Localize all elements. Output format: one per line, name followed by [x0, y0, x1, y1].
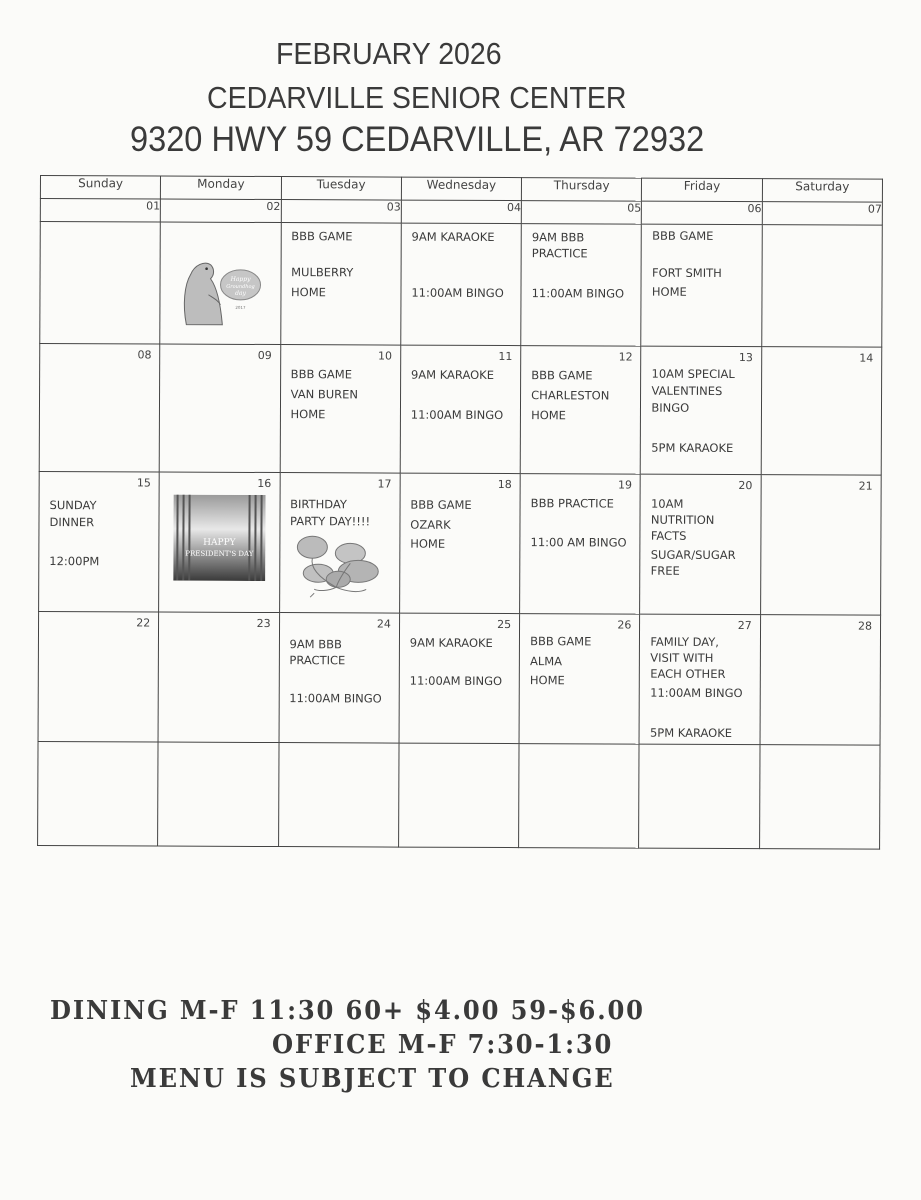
day-cell-01	[40, 222, 161, 345]
groundhog-day-clipart	[179, 255, 265, 330]
event-line: 9AM BBB	[531, 230, 585, 245]
event-line: VALENTINES	[651, 383, 723, 398]
day-cell-07	[761, 225, 882, 348]
event-line: BINGO	[651, 400, 690, 415]
event-line: PARTY DAY!!!!	[290, 514, 371, 529]
event-line: FAMILY DAY,	[650, 634, 720, 649]
day-cell-24	[279, 613, 400, 744]
center-address: 9320 HWY 59 CEDARVILLE, AR 72932	[130, 120, 705, 159]
event-line: 11:00AM BINGO	[410, 407, 504, 423]
day-cell-11	[400, 345, 521, 474]
day-cell-04	[401, 223, 522, 346]
weekday-monday: Monday	[161, 176, 281, 200]
event-line: BBB GAME	[652, 228, 714, 243]
event-line: 11:00 AM BINGO	[530, 535, 627, 550]
dining-info: DINING M-F 11:30 60+ $4.00 59-$6.00	[50, 996, 645, 1026]
empty-day-cell	[158, 742, 279, 847]
event-line: 11:00AM BINGO	[289, 691, 382, 706]
date-number: 09	[257, 348, 272, 363]
day-cell-13	[641, 346, 762, 475]
event-line: FORT SMITH	[651, 265, 722, 280]
calendar-grid	[37, 175, 883, 850]
week-1	[40, 222, 883, 348]
date-number: 15	[136, 476, 151, 490]
day-cell-26	[519, 614, 640, 745]
event-line: PRACTICE	[531, 246, 588, 261]
event-line: HOME	[291, 285, 326, 300]
office-hours: OFFICE M-F 7:30-1:30	[272, 1030, 614, 1060]
day-cell-10	[280, 345, 401, 474]
event-line: 9AM BBB	[289, 637, 342, 652]
date-number: 22	[136, 616, 151, 630]
date-number: 17	[377, 477, 392, 491]
weekday-saturday: Saturday	[762, 179, 882, 203]
date-number: 14	[859, 351, 874, 365]
date-01: 01	[40, 199, 160, 223]
event-line: ALMA	[529, 654, 563, 669]
event-line: HOME	[410, 536, 446, 551]
weekday-tuesday: Tuesday	[281, 177, 401, 201]
event-line: PRACTICE	[289, 653, 346, 668]
date-number: 19	[618, 478, 633, 492]
event-line: FACTS	[650, 528, 687, 543]
empty-day-cell	[398, 743, 519, 848]
date-05: 05	[521, 201, 641, 225]
day-cell-27	[639, 614, 760, 745]
weekday-sunday: Sunday	[40, 176, 160, 200]
event-line: 11:00AM BINGO	[411, 285, 504, 301]
event-line: MULBERRY	[291, 265, 354, 280]
event-line: BBB GAME	[530, 634, 592, 649]
event-line: 9AM KARAOKE	[411, 229, 495, 244]
event-line: HOME	[290, 407, 326, 422]
event-line: 12:00PM	[49, 554, 100, 569]
day-cell-06	[641, 224, 762, 347]
event-line: BBB GAME	[290, 367, 353, 382]
day-cell-21	[760, 475, 881, 616]
date-number: 27	[737, 619, 752, 633]
event-line: BBB GAME	[531, 368, 593, 383]
event-line: CHARLESTON	[531, 388, 610, 403]
svg-text:HAPPY: HAPPY	[203, 537, 236, 548]
date-number: 08	[137, 348, 152, 362]
date-number: 12	[618, 350, 633, 364]
date-number: 13	[738, 351, 753, 365]
day-cell-17	[279, 473, 400, 614]
date-number: 10	[378, 349, 393, 363]
week-5-empty	[38, 741, 880, 849]
day-cell-23	[158, 612, 279, 743]
date-number: 18	[497, 478, 512, 492]
date-number: 25	[497, 617, 512, 632]
event-line: 9AM KARAOKE	[409, 635, 493, 650]
day-cell-16	[159, 472, 280, 613]
date-04: 04	[401, 200, 521, 224]
day-cell-02	[160, 222, 281, 345]
day-cell-12	[520, 346, 641, 475]
event-line: 11:00AM BINGO	[650, 685, 743, 701]
weekday-thursday: Thursday	[522, 178, 642, 202]
empty-day-cell	[519, 744, 640, 849]
day-cell-09	[159, 344, 280, 473]
event-line: VAN BUREN	[290, 387, 359, 402]
day-cell-08	[39, 344, 160, 473]
event-line: HOME	[531, 408, 567, 423]
event-line: 5PM KARAOKE	[651, 440, 734, 456]
svg-text:day: day	[235, 289, 247, 297]
event-line: SUGAR/SUGAR	[650, 547, 736, 563]
event-line: DINNER	[49, 515, 95, 530]
date-number: 11	[498, 350, 513, 364]
day-cell-05	[521, 224, 642, 347]
date-number: 28	[858, 619, 873, 633]
day-cell-28	[760, 615, 881, 746]
empty-day-cell	[278, 743, 399, 848]
event-line: BIRTHDAY	[290, 497, 347, 512]
event-line: OZARK	[410, 517, 451, 532]
svg-text:PRESIDENT'S DAY: PRESIDENT'S DAY	[185, 549, 254, 558]
event-line: HOME	[529, 673, 565, 688]
date-number: 20	[738, 479, 753, 493]
event-line: EACH OTHER	[650, 666, 726, 681]
day-cell-20	[640, 474, 761, 615]
date-number: 16	[257, 476, 272, 491]
event-line: 10AM SPECIAL	[651, 366, 735, 382]
date-number: 24	[376, 617, 391, 631]
svg-text:Groundhog: Groundhog	[226, 283, 256, 290]
day-cell-18	[399, 473, 520, 614]
event-line: SUNDAY	[49, 498, 97, 513]
event-line: FREE	[650, 563, 680, 578]
date-number: 21	[858, 479, 873, 493]
day-cell-03	[280, 223, 401, 346]
date-number: 26	[617, 618, 632, 632]
week-4	[38, 611, 881, 745]
weekday-wednesday: Wednesday	[401, 177, 521, 201]
empty-day-cell	[38, 741, 159, 846]
menu-change-notice: MENU IS SUBJECT TO CHANGE	[130, 1064, 615, 1094]
day-cell-22	[38, 611, 159, 742]
svg-text:Happy: Happy	[230, 275, 251, 283]
day-cell-19	[520, 474, 641, 615]
event-line: BBB GAME	[410, 497, 472, 512]
weekday-friday: Friday	[642, 178, 762, 202]
month-year-title: FEBRUARY 2026	[276, 36, 502, 71]
date-number: 23	[256, 616, 271, 631]
date-03: 03	[281, 200, 401, 224]
empty-day-cell	[759, 745, 880, 850]
week-3	[39, 471, 882, 615]
center-name: CEDARVILLE SENIOR CENTER	[207, 80, 627, 115]
event-line: 11:00AM BINGO	[531, 286, 625, 301]
date-07: 07	[762, 202, 882, 226]
date-06: 06	[642, 201, 762, 225]
date-02: 02	[161, 199, 281, 223]
day-cell-25	[399, 613, 520, 744]
empty-day-cell	[639, 744, 760, 849]
event-line: NUTRITION	[650, 512, 715, 527]
event-line: BBB GAME	[291, 229, 353, 244]
day-cell-14	[761, 347, 882, 476]
presidents-day-clipart	[173, 495, 265, 584]
day-cell-15	[39, 471, 160, 612]
event-line: BBB PRACTICE	[530, 496, 614, 511]
event-line: HOME	[651, 284, 687, 299]
event-line: 11:00AM BINGO	[409, 673, 503, 689]
event-line: 9AM KARAOKE	[410, 367, 495, 382]
event-line: 10AM	[650, 496, 684, 511]
week-2	[39, 344, 882, 476]
svg-text:2017: 2017	[235, 304, 246, 310]
event-line: VISIT WITH	[650, 650, 714, 665]
balloons-clipart	[288, 531, 384, 604]
event-line: 5PM KARAOKE	[649, 725, 733, 741]
